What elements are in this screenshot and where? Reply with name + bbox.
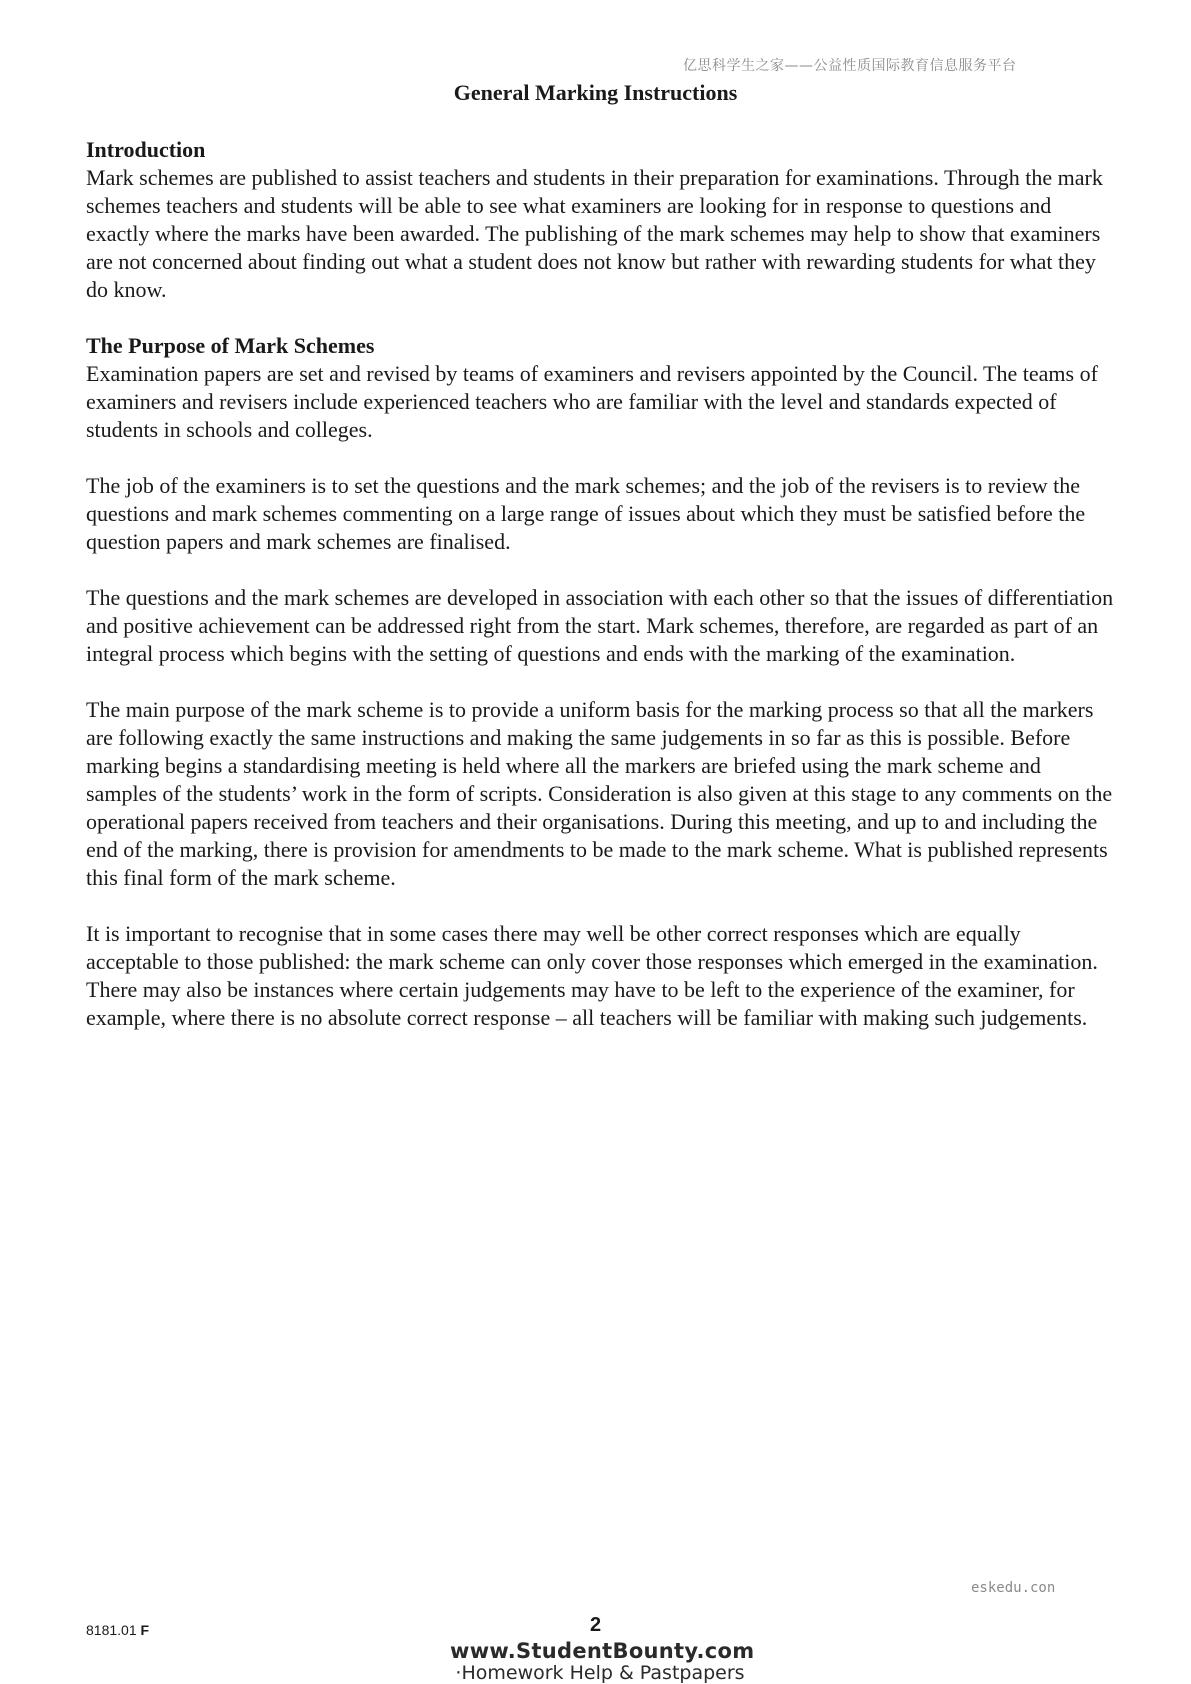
paragraph: The main purpose of the mark scheme is to provide a uniform basis for the marking process so that all the markers are following exactly the same instructions and making the same judgements in so far as this is possible. Before marking begins a standardising meeting is held where all the markers are briefed using the mark scheme and samples of the students’ work in the form of scripts. Consideration is also given at this stage to any comments on the operational papers received from teachers and their organisations. During this meeting, and up to and including the end of the marking, there is provision for amendments to be made to the mark scheme. What is published represents this final form of the mark scheme. [86,697,1113,890]
paragraph: Examination papers are set and revised by teams of examiners and revisers appointed by the Council. The teams of examiners and revisers include experienced teachers who are familiar with the level and standards expected of students in schools and colleges. [86,361,1098,442]
banner-url: www.StudentBounty.com [450,1639,755,1663]
page-title: General Marking Instructions [453,80,738,105]
paragraph: Mark schemes are published to assist teachers and students in their preparation for examinations. Through the mark schemes teachers and students will be able to see what examiners are looking for in response to questions and exactly where the marks have been awarded. The publishing of the mark schemes may help to show that examiners are not concerned about finding out what a student does not know but rather with rewarding students for what they do know. [86,165,1103,302]
studentbounty-banner [450,1639,755,1684]
document-body [86,136,1116,1060]
paper-code-number: 8181.01 [86,1622,137,1638]
header-watermark: 亿思科学生之家——公益性质国际教育信息服务平台 [683,58,1017,74]
paragraph: The job of the examiners is to set the questions and the mark schemes; and the job of the revisers is to review the questions and mark schemes commenting on a large range of issues about which they must be satisfied before the question papers and mark schemes are finalised. [86,473,1086,554]
paper-code-suffix: F [140,1622,150,1638]
footer-watermark: eskedu.con [971,1580,1056,1596]
section-heading: The Purpose of Mark Schemes [86,333,375,358]
page-number: 2 [589,1614,602,1636]
paragraph: It is important to recognise that in some cases there may well be other correct responses which are equally acceptable to those published: the mark scheme can only cover those responses which emerged in the examination. There may also be instances where certain judgements may have to be left to the experience of the examiner, for example, where there is no absolute correct response – all teachers will be familiar with making such judgements. [86,921,1098,1030]
section-heading: Introduction [86,137,206,162]
banner-tagline: ·Homework Help & Pastpapers [455,1662,745,1684]
section-purpose-of-mark-schemes [86,332,1116,1032]
section-introduction [86,136,1116,304]
paragraph: The questions and the mark schemes are developed in association with each other so that the issues of differentiation and positive achievement can be addressed right from the start. Mark schemes, therefore, are regarded as part of an integral process which begins with the setting of questions and ends with the marking of the examination. [86,585,1114,666]
